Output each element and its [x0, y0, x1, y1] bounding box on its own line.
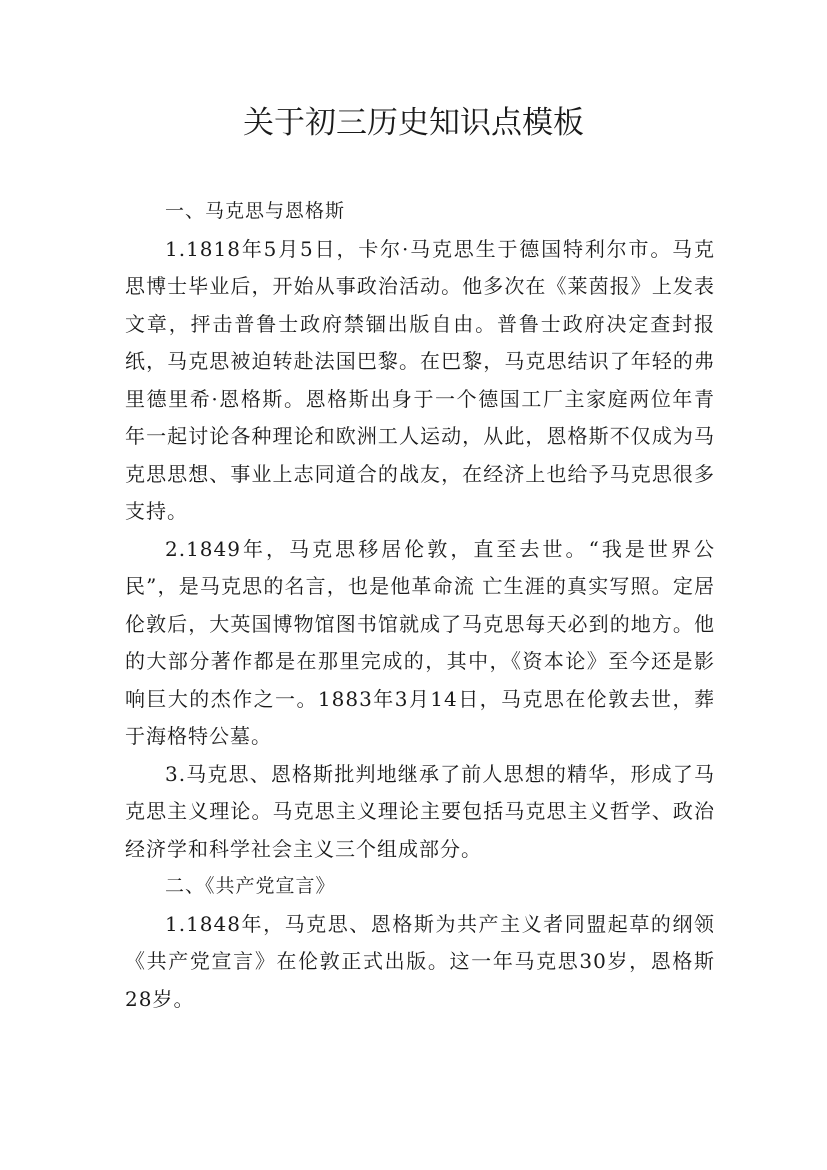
- paragraph-2: 2.1849年，马克思移居伦敦，直至去世。“我是世界公民”，是马克思的名言，也是他革命流 亡生涯的真实写照。定居伦敦后，大英国博物馆图书馆就成了马克思每天必到的地方。他的大部分著作都是在那里完成的，其中，《资本论》至今还是影响巨大的杰作之一。1883年3月14日，马克思在伦敦去世，葬于海格特公墓。: [125, 536, 715, 748]
- paragraph-4: 1.1848年，马克思、恩格斯为共产主义者同盟起草的纲领《共产党宣言》在伦敦正式出版。这一年马克思30岁，恩格斯28岁。: [125, 911, 715, 1011]
- section-heading-2: 二、《共产党宣言》: [165, 875, 336, 897]
- document-title: 关于初三历史知识点模板: [243, 105, 584, 141]
- paragraph-3: 3.马克思、恩格斯批判地继承了前人思想的精华，形成了马克思主义理论。马克思主义理论主要包括马克思主义哲学、政治经济学和科学社会主义三个组成部分。: [125, 761, 715, 861]
- document-body: [125, 193, 715, 1018]
- section-heading-1: 一、马克思与恩格斯: [165, 200, 346, 222]
- paragraph-1: 1.1818年5月5日，卡尔·马克思生于德国特利尔市。马克思博士毕业后，开始从事政治活动。他多次在《莱茵报》上发表文章，抨击普鲁士政府禁锢出版自由。普鲁士政府决定查封报纸，马克思被迫转赴法国巴黎。在巴黎，马克思结识了年轻的弗里德里希·恩格斯。恩格斯出身于一个德国工厂主家庭两位年青年一起讨论各种理论和欧洲工人运动，从此，恩格斯不仅成为马克思思想、事业上志同道合的战友，在经济上也给予马克思很多支持。: [125, 236, 715, 523]
